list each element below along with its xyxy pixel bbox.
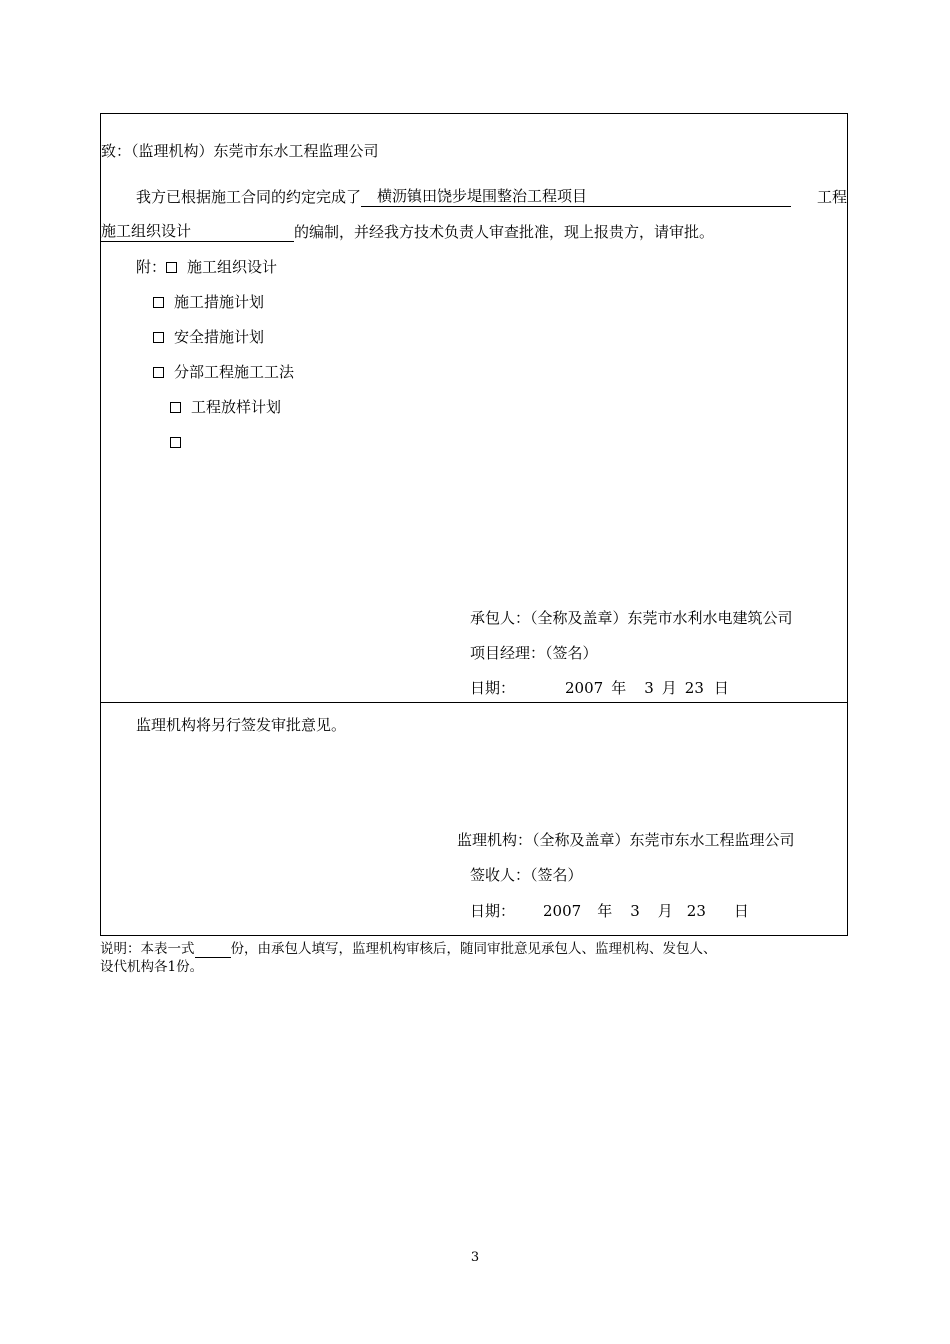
contractor-date: 日期： 2007 年 3 月 23 日 [470,679,729,697]
supervisor-receiver: 签收人：（签名） [470,866,583,884]
supervisor-unit: 监理机构：（全称及盖章）东莞市东水工程监理公司 [457,831,795,849]
attachment-item-6 [170,432,191,452]
attachment-item-2: 施工措施计划 [153,292,264,312]
checkbox-icon[interactable] [153,297,164,308]
checkbox-icon[interactable] [153,332,164,343]
checkbox-icon[interactable] [170,402,181,413]
note-line-1: 说明：本表一式 份，由承包人填写，监理机构审核后，随同审批意见承包人、监理机构、发包人、 [100,941,717,957]
contractor-unit: 承包人：（全称及盖章）东莞市水利水电建筑公司 [470,609,793,627]
intro-suffix: 工程 [816,188,847,206]
intro-line-2 [101,222,714,242]
intro-line-1 [136,187,791,207]
copies-blank [195,943,231,958]
attachment-item-3: 安全措施计划 [153,327,264,347]
project-name-field: 横沥镇田饶步堤围整治工程项目 [361,187,791,207]
checkbox-icon[interactable] [153,367,164,378]
checkbox-icon[interactable] [170,437,181,448]
intro-line-2-text: 的编制，并经我方技术负责人审查批准，现上报贵方，请审批。 [294,223,715,241]
section-divider [101,702,847,703]
submission-form [100,113,848,936]
attachment-item-4: 分部工程施工工法 [153,362,294,382]
page-number: 3 [470,1250,480,1265]
document-name-field: 施工组织设计 [101,222,294,242]
attachment-item-1: 附： 施工组织设计 [136,258,278,276]
attachment-item-5: 工程放样计划 [170,397,281,417]
supervisor-date: 日期： 2007 年 3 月 23 日 [470,902,749,920]
checkbox-icon[interactable] [166,262,177,273]
note-line-2: 设代机构各1份。 [100,959,204,975]
attachment-label: 附： [136,258,167,276]
supervisor-opinion: 监理机构将另行签发审批意见。 [136,716,347,734]
contractor-manager: 项目经理：（签名） [470,644,598,662]
intro-prefix: 我方已根据施工合同的约定完成了 [136,188,362,206]
addressee-line: 致：（监理机构）东莞市东水工程监理公司 [101,142,379,160]
form-note [100,940,850,976]
